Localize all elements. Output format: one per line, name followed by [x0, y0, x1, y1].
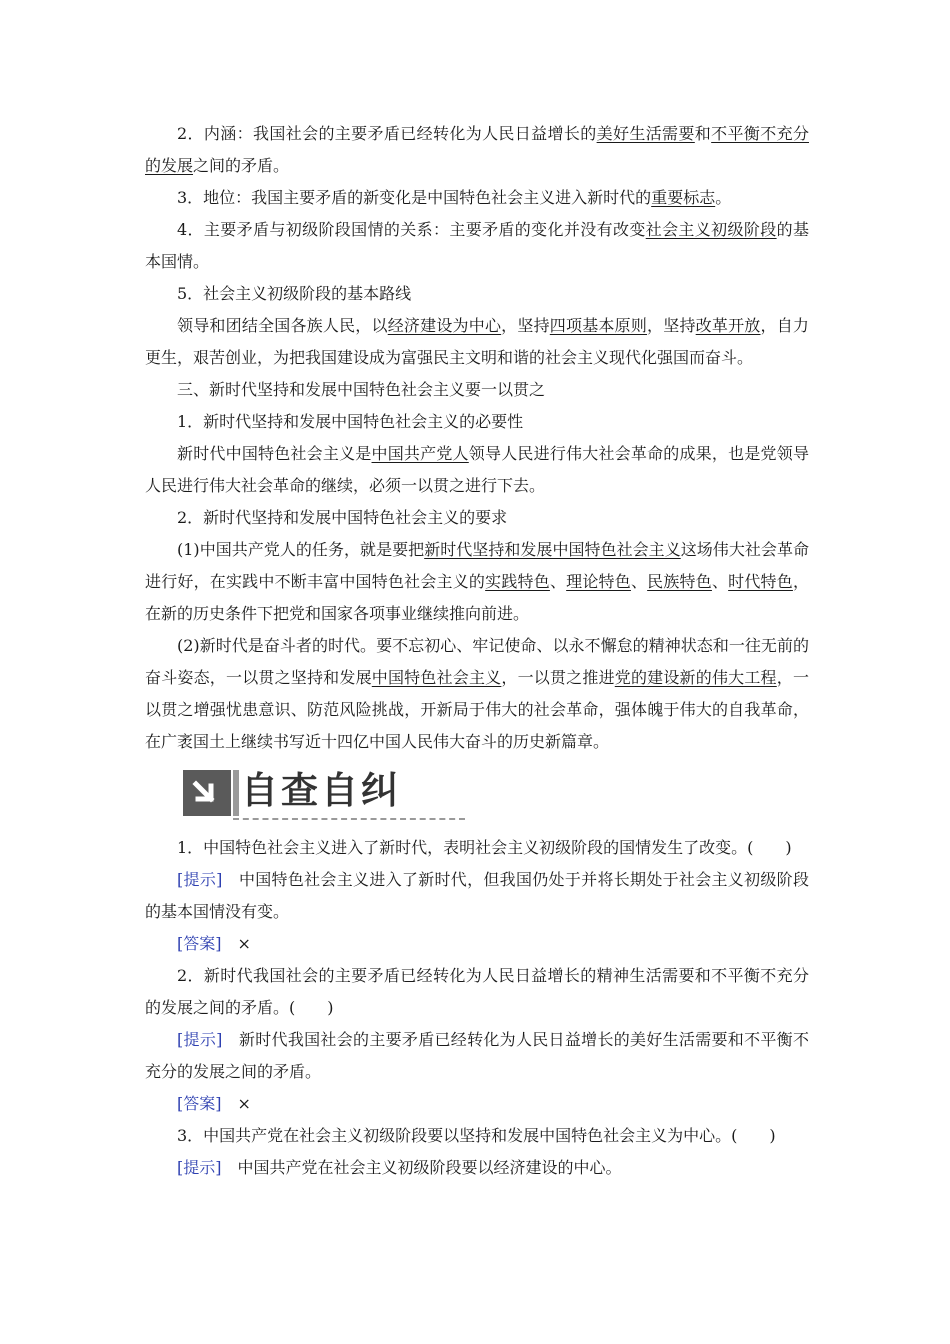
keyword: 民族特色 [647, 572, 712, 591]
hint-1: [提示] 中国特色社会主义进入了新时代，但我国仍处于并将长期处于社会主义初级阶段的基本国情没有变。 [145, 870, 809, 921]
keyword: 时代特色 [728, 572, 793, 591]
paragraph-strivers: (2)新时代是奋斗者的时代。要不忘初心、牢记使命、以永不懈怠的精神状态和一往无前的奋斗姿态，一以贯之坚持和发展中国特色社会主义，一以贯之推进党的建设新的伟大工程，一以贯之增强忧患意识、防范风险挑战，开新局于伟大的社会革命，强体魄于伟大的自我革命，在广袤国土上继续书写近十四亿中国人民伟大奋斗的历史新篇章。 [145, 636, 809, 751]
paragraph-relation: 4．主要矛盾与初级阶段国情的关系：主要矛盾的变化并没有改变社会主义初级阶段的基本国情。 [145, 220, 809, 271]
keyword: 重要标志 [651, 188, 716, 207]
keyword: 社会主义初级阶段 [645, 220, 777, 239]
paragraph-task: (1)中国共产党人的任务，就是要把新时代坚持和发展中国特色社会主义这场伟大社会革命进行好，在实践中不断丰富中国特色社会主义的实践特色、理论特色、民族特色、时代特色，在新的历史条件下把党和国家各项事业继续推向前进。 [145, 540, 809, 623]
keyword: 党的建设新的伟大工程 [614, 668, 777, 687]
banner-divider [233, 770, 239, 816]
keyword: 四项基本原则 [549, 316, 648, 335]
keyword: 不平衡不充分的发展 [145, 124, 809, 175]
keyword: 经济建设为中心 [387, 316, 502, 335]
hint-tag: [提示] [177, 1030, 223, 1049]
subheading-requirements: 2．新时代坚持和发展中国特色社会主义的要求 [177, 508, 508, 527]
hint-2: [提示] 新时代我国社会的主要矛盾已经转化为人民日益增长的美好生活需要和不平衡不充分的发展之间的矛盾。 [145, 1030, 809, 1081]
answer-2: [答案] × [177, 1094, 251, 1113]
section-heading-three: 三、新时代坚持和发展中国特色社会主义要一以贯之 [177, 380, 546, 399]
keyword: 改革开放 [695, 316, 761, 335]
banner-dashed-line [233, 818, 465, 820]
paragraph-connotation: 2．内涵：我国社会的主要矛盾已经转化为人民日益增长的美好生活需要和不平衡不充分的发展之间的矛盾。 [145, 124, 809, 175]
self-check-banner [183, 766, 463, 822]
paragraph-status: 3．地位：我国主要矛盾的新变化是中国特色社会主义进入新时代的重要标志。 [177, 188, 732, 207]
hint-tag: [提示] [177, 870, 223, 889]
banner-title: 自查自纠 [241, 769, 401, 812]
answer-tag: [答案] [177, 1094, 222, 1113]
question-1: 1．中国特色社会主义进入了新时代，表明社会主义初级阶段的国情发生了改变。( ) [177, 838, 792, 857]
keyword: 理论特色 [566, 572, 631, 591]
subheading-basic-line: 5．社会主义初级阶段的基本路线 [177, 284, 412, 303]
keyword: 美好生活需要 [596, 124, 695, 143]
keyword: 实践特色 [485, 572, 550, 591]
hint-tag: [提示] [177, 1158, 222, 1177]
answer-tag: [答案] [177, 934, 222, 953]
banner-icon-box [183, 770, 231, 816]
answer-1: [答案] × [177, 934, 251, 953]
question-2: 2．新时代我国社会的主要矛盾已经转化为人民日益增长的精神生活需要和不平衡不充分的发展之间的矛盾。( ) [145, 966, 809, 1017]
subheading-necessity: 1．新时代坚持和发展中国特色社会主义的必要性 [177, 412, 524, 431]
hint-3: [提示] 中国共产党在社会主义初级阶段要以经济建设的中心。 [177, 1158, 622, 1177]
keyword: 新时代坚持和发展中国特色社会主义 [424, 540, 681, 559]
document-page [145, 118, 809, 1184]
paragraph-necessity: 新时代中国特色社会主义是中国共产党人领导人民进行伟大社会革命的成果，也是党领导人民进行伟大社会革命的继续，必须一以贯之进行下去。 [145, 444, 809, 495]
paragraph-basic-line: 领导和团结全国各族人民，以经济建设为中心，坚持四项基本原则，坚持改革开放，自力更生，艰苦创业，为把我国建设成为富强民主文明和谐的社会主义现代化强国而奋斗。 [145, 316, 809, 367]
keyword: 中国特色社会主义 [371, 668, 502, 687]
arrow-icon [191, 778, 223, 808]
keyword: 中国共产党人 [371, 444, 469, 463]
question-3: 3．中国共产党在社会主义初级阶段要以坚持和发展中国特色社会主义为中心。( ) [177, 1126, 776, 1145]
